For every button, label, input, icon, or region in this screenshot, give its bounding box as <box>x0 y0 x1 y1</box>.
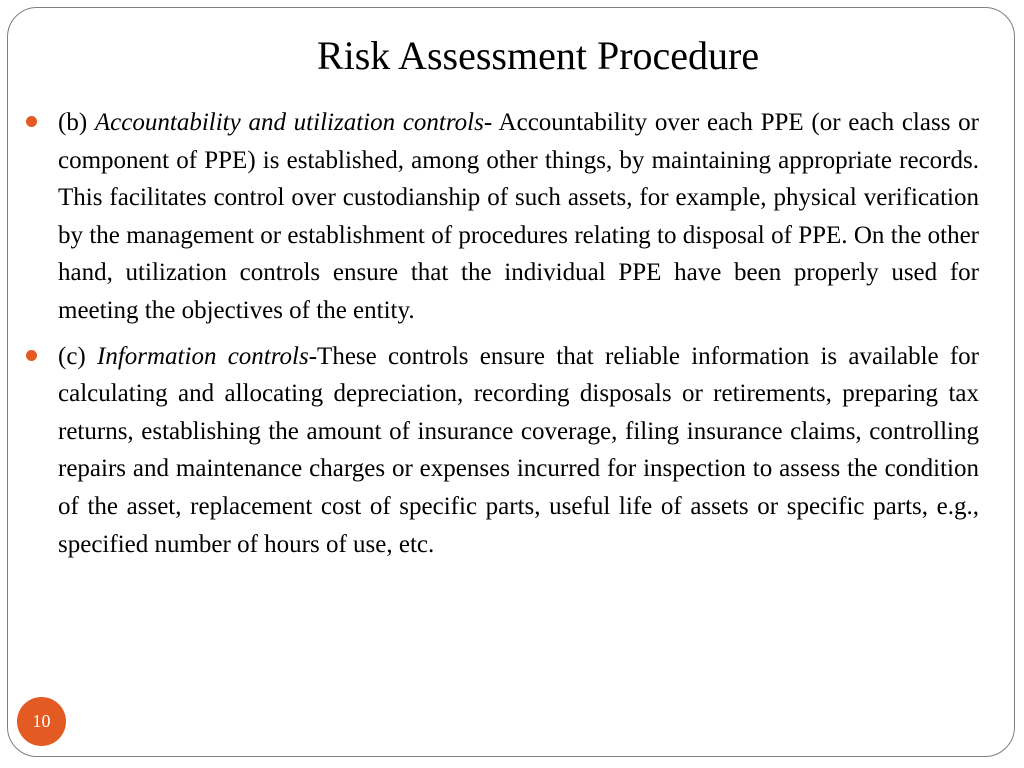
bullet-dot-icon <box>26 350 37 361</box>
slide-body <box>58 104 979 571</box>
bullet-text: -These controls ensure that reliable information is available for calculating and allocating depreciation, recording disposals or retirements, preparing tax returns, establishing the amount of insurance coverage, filing insurance claims, controlling repairs and maintenance charges or expenses incurred for inspection to assess the condition of the asset, replacement cost of specific parts, useful life of assets or specific parts, e.g., specified number of hours of use, etc. <box>58 342 980 558</box>
bullet-emphasis: Accountability and utilization controls <box>94 109 484 136</box>
bullet-item-b <box>58 104 979 330</box>
bullet-item-c <box>58 338 979 564</box>
bullet-dot-icon <box>26 116 37 127</box>
page-number-badge: 10 <box>17 697 66 746</box>
bullet-lead: (b) <box>58 109 95 136</box>
bullet-text: - Accountability over each PPE (or each class or component of PPE) is established, among other things, by maintaining appropriate records. This facilitates control over custodianship of such assets, for example, physical verification by the management or establishment of procedures relating to disposal of PPE. On the other hand, utilization controls ensure that the individual PPE have been properly used for meeting the objectives of the entity. <box>58 109 979 324</box>
slide-title: Risk Assessment Procedure <box>316 33 760 78</box>
bullet-lead: (c) <box>58 342 97 370</box>
bullet-emphasis: Information controls <box>97 342 309 370</box>
